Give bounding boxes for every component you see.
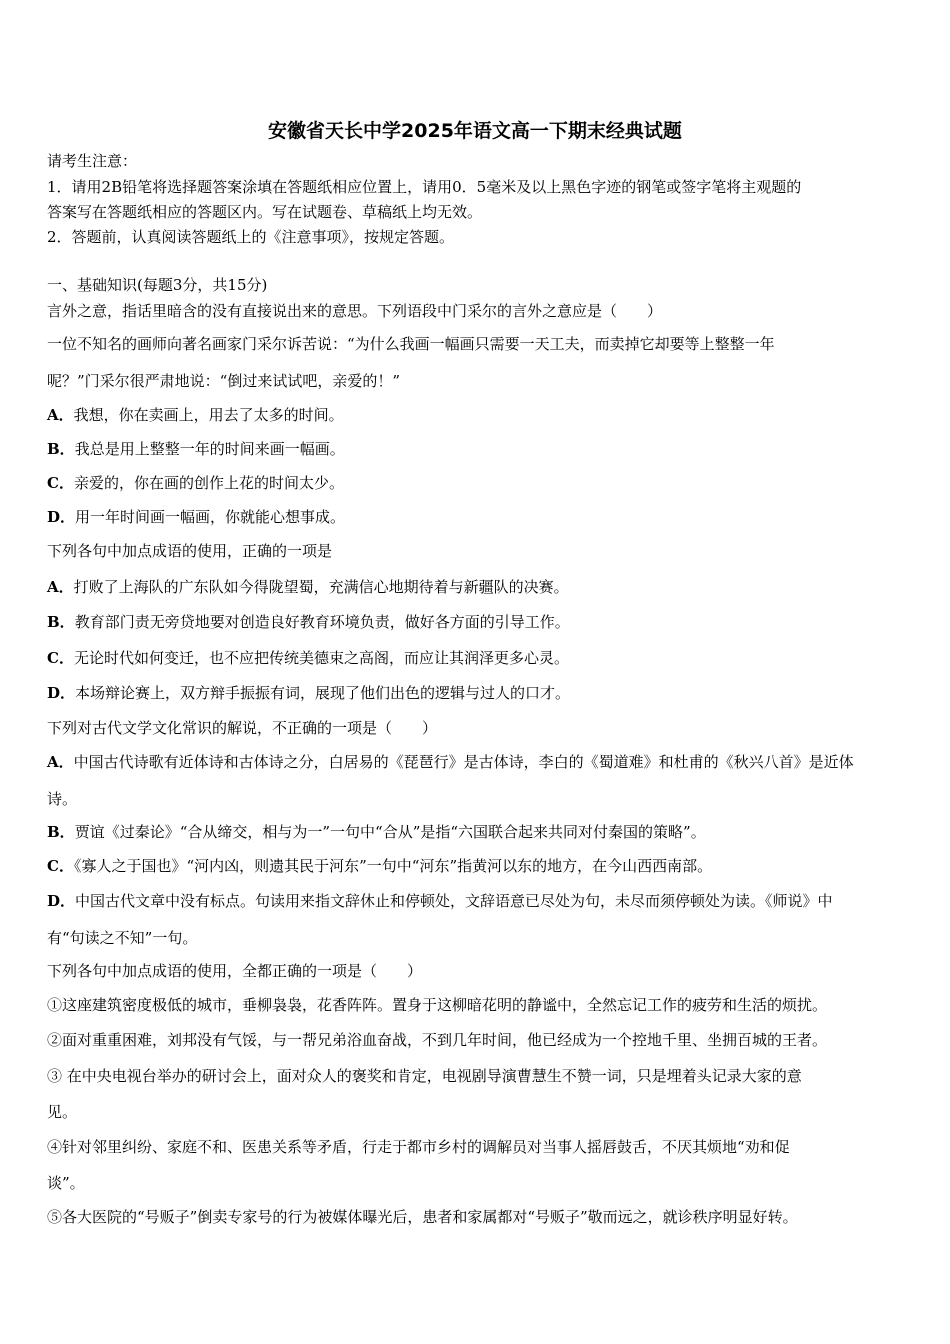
option-text: 教育部门责无旁贷地要对创造良好教育环境负责，做好各方面的引导工作。 — [74, 613, 570, 631]
option-letter: A． — [47, 406, 74, 424]
option-text: 用一年时间画一幅画，你就能心想事成。 — [75, 508, 346, 526]
option-letter: D． — [47, 508, 76, 526]
notice-heading: 请考生注意： — [47, 152, 138, 170]
q3-option-a-line-1 — [47, 753, 854, 771]
q1-option-c — [47, 474, 344, 492]
q2-stem: 下列各句中加点成语的使用，正确的一项是 — [47, 542, 333, 560]
q4-sentence-3-line-2: 见。 — [47, 1103, 78, 1121]
option-letter: C． — [47, 649, 74, 667]
option-text: 无论时代如何变迁，也不应把传统美德束之高阁，而应让其润泽更多心灵。 — [73, 649, 569, 667]
page-title: 安徽省天长中学2025年语文高一下期末经典试题 — [268, 120, 682, 142]
q2-option-a — [47, 578, 569, 596]
option-letter: C． — [47, 474, 74, 492]
q2-option-d — [47, 684, 570, 702]
q2-option-c — [47, 649, 569, 667]
option-letter: B． — [47, 440, 75, 458]
q4-sentence-4-line-2: 谈”。 — [47, 1174, 85, 1192]
q3-option-b — [47, 823, 706, 841]
q1-option-a — [47, 406, 344, 424]
q1-option-b — [47, 440, 345, 458]
option-text: 《寡人之于国也》“河内凶，则遗其民于河东”一句中“河东”指黄河以东的地方，在今山西西南部。 — [73, 857, 713, 875]
q3-option-a-line-2: 诗。 — [47, 790, 78, 808]
option-text: 中国古代文章中没有标点。句读用来指文辞休止和停顿处，文辞语意已尽处为句，未尽而须停顿处为读。《师说》中 — [75, 892, 833, 910]
q4-sentence-2: ②面对重重困难，刘邦没有气馁，与一帮兄弟浴血奋战，不到几年时间，他已经成为一个控地千里、坐拥百城的王者。 — [47, 1031, 828, 1049]
notice-item-2: 2．答题前，认真阅读答题纸上的《注意事项》，按规定答题。 — [47, 228, 455, 246]
q1-stem: 言外之意，指话里暗含的没有直接说出来的意思。下列语段中门采尔的言外之意应是（ ） — [47, 302, 663, 320]
option-letter: C． — [47, 857, 74, 875]
q1-option-d — [47, 508, 345, 526]
q4-sentence-4-line-1: ④针对邻里纠纷、家庭不和、医患关系等矛盾，行走于都市乡村的调解员对当事人摇唇鼓舌，不厌其烦地“劝和促 — [47, 1138, 790, 1156]
option-letter: D． — [47, 684, 76, 702]
q3-option-c — [47, 857, 712, 875]
option-text: 本场辩论赛上，双方辩手振振有词，展现了他们出色的逻辑与过人的口才。 — [75, 684, 571, 702]
option-letter: B． — [47, 613, 75, 631]
option-letter: A． — [47, 753, 74, 771]
q2-option-b — [47, 613, 570, 631]
option-text: 打败了上海队的广东队如今得陇望蜀，充满信心地期待着与新疆队的决赛。 — [73, 578, 569, 596]
q3-option-d-line-1 — [47, 892, 833, 910]
notice-item-1-line-2: 答案写在答题纸相应的答题区内。写在试题卷、草稿纸上均无效。 — [47, 203, 483, 221]
option-text: 中国古代诗歌有近体诗和古体诗之分，白居易的《琵琶行》是古体诗，李白的《蜀道难》和杜甫的《秋兴八首》是近体 — [73, 753, 854, 771]
option-text: 亲爱的，你在画的创作上花的时间太少。 — [73, 474, 344, 492]
option-letter: A． — [47, 578, 74, 596]
option-text: 我想，你在卖画上，用去了太多的时间。 — [73, 406, 344, 424]
q3-option-d-line-2: 有“句读之不知”一句。 — [47, 929, 198, 947]
option-letter: D． — [47, 892, 76, 910]
q1-passage-line-2: 呢？”门采尔很严肃地说：“倒过来试试吧，亲爱的！” — [47, 372, 401, 390]
option-text: 我总是用上整整一年的时间来画一幅画。 — [74, 440, 345, 458]
q4-sentence-5: ⑤各大医院的“号贩子”倒卖专家号的行为被媒体曝光后，患者和家属都对“号贩子”敬而远之，就诊秩序明显好转。 — [47, 1208, 798, 1226]
notice-item-1-line-1: 1．请用2B铅笔将选择题答案涂填在答题纸相应位置上，请用0．5毫米及以上黑色字迹的钢笔或签字笔将主观题的 — [47, 178, 802, 196]
q4-sentence-3-line-1: ③ 在中央电视台举办的研讨会上，面对众人的褒奖和肯定，电视剧导演曹慧生不赞一词，只是埋着头记录大家的意 — [47, 1067, 802, 1085]
option-letter: B． — [47, 823, 75, 841]
q4-sentence-1: ①这座建筑密度极低的城市，垂柳袅袅，花香阵阵。置身于这柳暗花明的静谧中，全然忘记工作的疲劳和生活的烦扰。 — [47, 996, 828, 1014]
q4-stem: 下列各句中加点成语的使用，全都正确的一项是（ ） — [47, 962, 423, 980]
q3-stem: 下列对古代文学文化常识的解说，不正确的一项是（ ） — [47, 719, 438, 737]
q1-passage-line-1: 一位不知名的画师向著名画家门采尔诉苦说：“为什么我画一幅画只需要一天工夫，而卖掉它却要等上整整一年 — [47, 335, 775, 353]
option-text: 贾谊《过秦论》“合从缔交，相与为一”一句中“合从”是指“六国联合起来共同对付秦国的策略”。 — [74, 823, 706, 841]
section-heading: 一、基础知识(每题3分，共15分) — [47, 276, 268, 294]
